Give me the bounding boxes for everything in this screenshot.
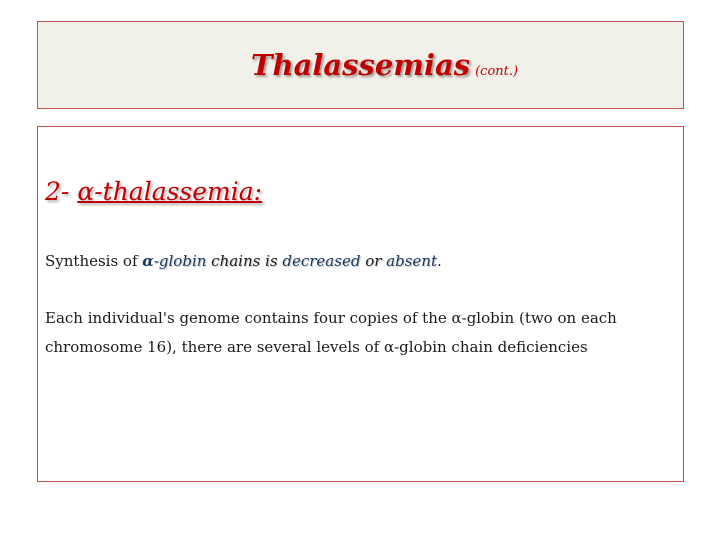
title-box bbox=[37, 21, 684, 109]
synthesis-chains: chains is bbox=[206, 252, 283, 270]
slide-title: Thalassemias bbox=[250, 48, 471, 82]
section-alpha: α bbox=[77, 177, 95, 206]
synthesis-absent: absent bbox=[386, 252, 437, 270]
synthesis-or: or bbox=[360, 252, 387, 270]
synthesis-period: . bbox=[436, 252, 442, 270]
synthesis-decreased: decreased bbox=[282, 252, 361, 270]
section-heading-label: -thalassemia: bbox=[94, 177, 263, 206]
content-box bbox=[37, 126, 684, 482]
slide-title-suffix: (cont.) bbox=[475, 64, 519, 79]
section-heading-text bbox=[77, 177, 262, 206]
synthesis-globin: -globin bbox=[153, 252, 207, 270]
section-number: 2- bbox=[45, 177, 70, 206]
synthesis-alpha: α bbox=[142, 252, 154, 270]
title-wrap bbox=[251, 48, 518, 82]
section-heading bbox=[45, 177, 262, 206]
synthesis-prefix: Synthesis of bbox=[45, 252, 143, 270]
synthesis-line bbox=[45, 252, 442, 270]
genome-paragraph: Each individual's genome contains four copies of the α-globin (two on each chromosome 16), there are several levels of α-globin chain deficiencies bbox=[45, 309, 617, 356]
